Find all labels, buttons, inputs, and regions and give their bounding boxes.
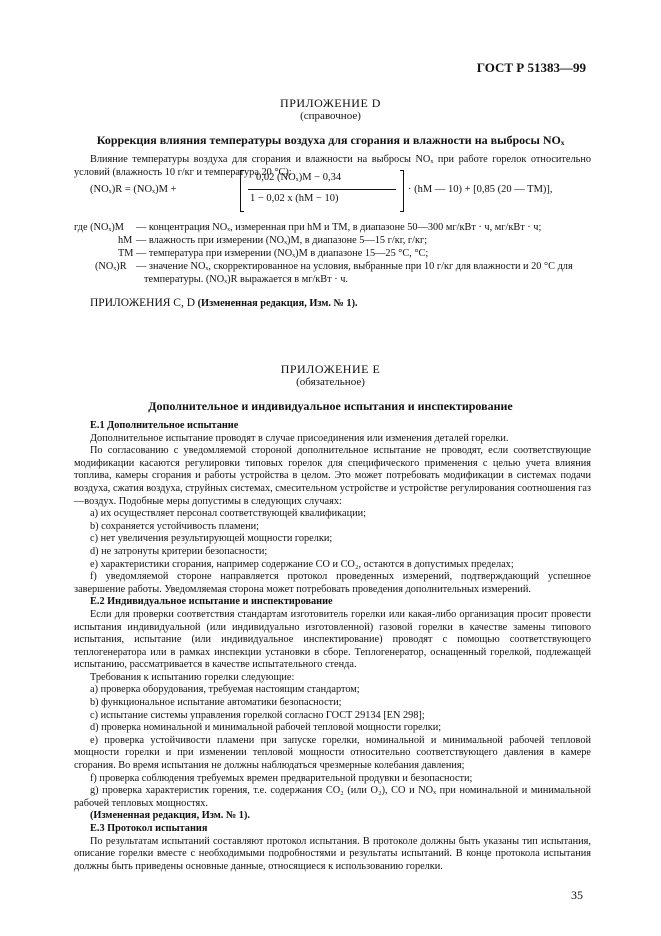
appendix-e-title: ПРИЛОЖЕНИЕ Е [280, 362, 381, 376]
appendix-cd-note-bold: (Измененная редакция, Изм. № 1). [197, 298, 358, 309]
list-item: d) не затронуты критерии безопасности; [90, 545, 268, 557]
where-def: температуры. (NOₓ)R выражается в мг/кВт · ч. [144, 274, 349, 285]
where-def: — значение NOₓ, скорректированное на условия, выбранные при 10 г/кг для влажности и 20 °С для [136, 261, 573, 272]
appendix-cd-note [90, 297, 358, 311]
e2-paragraph: Требования к испытанию горелки следующие: [90, 671, 295, 683]
list-item: е) характеристики сгорания, например содержание СО и СО₂, остаются в допустимых пределах; [90, 558, 514, 570]
section-e1 [74, 420, 591, 873]
appendix-e-heading: Дополнительное и индивидуальное испытания и инспектирование [148, 399, 513, 413]
list-item: g) проверка характеристик горения, т.е. содержания СО₂ (или О₂), СО и NOₓ при номинальной и минимальной рабочей тепловых мощностях. [74, 785, 591, 809]
e1-title: Е.1 Дополнительное испытание [90, 420, 239, 431]
formula-numerator: 0,02 (NOₓ)M − 0,34 [256, 172, 342, 183]
e1-paragraph: По согласованию с уведомляемой стороной дополнительное испытание не проводят, если соответствующие модификации касаются регулировки типовых горелок для специфического применения с целью учета влияния топлива, камеры сгорания и работы устройства в целом. Это может потребовать модификации в системах подачи воздуха, сжатия воздуха, струйных системах, смесительном устройстве и устройстве регулирования соотношения газ—воздух. Подобные меры допустимы в следующих случаях: [74, 445, 591, 507]
appendix-d-title: ПРИЛОЖЕНИЕ D [280, 96, 381, 110]
list-item: d) проверка номинальной и минимальной рабочей тепловой мощности горелки; [90, 722, 442, 734]
formula-denominator: 1 − 0,02 x (hM − 10) [250, 193, 339, 204]
list-item: b) функциональное испытание автоматики безопасности; [90, 697, 342, 709]
appendix-d-intro: Влияние температуры воздуха для сгорания и влажности на выбросы NOₓ при работе горелок относительно условий (влажность 10 г/кг и температура 20 °С): [74, 154, 591, 178]
list-item: b) сохраняется устойчивость пламени; [90, 520, 259, 532]
page-number: 35 [571, 888, 583, 902]
e3-title: Е.3 Протокол испытания [90, 823, 208, 834]
list-item: с) испытание системы управления горелкой согласно ГОСТ 29134 [EN 298]; [90, 709, 425, 721]
e2-paragraph: Если для проверки соответствия стандартам изготовитель горелки или какая-либо организация просит провести испытания индивидуальной (или индивидуально изготовленной) газовой горелки в качестве замены типового испытания, испытание (или индивидуальное инспектирование) проводят с помощью соответствующего теплогенератора или в рамках инспекции установки в сборе. Теплогенератор, оснащенный горелкой, подлежащей испытанию, рассматривается в качестве испытательного стенда. [74, 608, 591, 671]
where-def: — концентрация NOₓ, измеренная при hM и TM, в диапазоне 50—300 мг/кВт · ч, мг/кВт · ч; [136, 222, 542, 233]
formula-right-bracket [400, 170, 404, 212]
list-item: а) их осуществляет персонал соответствующей квалификации; [90, 508, 366, 520]
formula-lhs: (NOₓ)R = (NOₓ)M + [90, 184, 177, 195]
appendix-e-subtitle: (обязательное) [296, 376, 365, 388]
where-def: — влажность при измерении (NOₓ)M, в диапазоне 5—15 г/кг, г/кг; [136, 235, 428, 246]
where-term: (NOₓ)R [95, 261, 127, 272]
list-item: f) проверка соблюдения требуемых времен предварительной продувки и безопасности; [90, 772, 473, 784]
formula-left-bracket [240, 170, 244, 212]
e2-amendment-note: (Измененная редакция, Изм. № 1). [90, 810, 250, 822]
standard-header: ГОСТ Р 51383—99 [476, 60, 586, 75]
e1-paragraph: Дополнительное испытание проводят в случае присоединения или изменения деталей горелки. [90, 432, 509, 444]
e2-title: Е.2 Индивидуальное испытание и инспектирование [90, 596, 333, 608]
formula-rhs: · (hM — 10) + [0,85 (20 — TM)], [408, 184, 553, 195]
appendix-d-heading: Коррекция влияния температуры воздуха для сгорания и влажности на выбросы NOₓ [96, 133, 565, 147]
appendix-cd-note-prefix: ПРИЛОЖЕНИЯ С, D [90, 297, 196, 309]
where-term: hM [118, 235, 133, 246]
where-term: TM [118, 248, 134, 259]
formula-fraction-line [248, 189, 396, 190]
list-item: f) уведомляемой стороне направляется протокол проведенных измерений, подтверждающий успешное завершение работы. Уведомляемая сторона может потребовать проведения дополнительных измерений. [74, 571, 591, 595]
list-item: а) проверка оборудования, требуемая настоящим стандартом; [90, 684, 360, 696]
where-term: где (NOₓ)M [74, 222, 124, 233]
list-item: с) нет увеличения результирующей мощности горелки; [90, 533, 333, 545]
e3-paragraph: По результатам испытаний составляют протокол испытания. В протоколе должны быть указаны тип испытания, описание горелки вместе с необходимыми подробностями и результаты испытаний. В конце протокола испытания должны быть приведены основные данные, относящиеся к использованию горелки. [74, 835, 591, 872]
where-def: — температура при измерении (NOₓ)M в диапазоне 15—25 °С, °С; [136, 248, 429, 259]
appendix-d-subtitle: (справочное) [300, 110, 361, 122]
list-item: е) проверка устойчивости пламени при запуске горелки, номинальной и минимальной рабочей тепловой мощности горелки и при изменении тепловой мощности относительно соответствующего давления в камере сгорания. Во время испытания не должны наблюдаться чрезмерные колебания давления; [74, 734, 591, 772]
